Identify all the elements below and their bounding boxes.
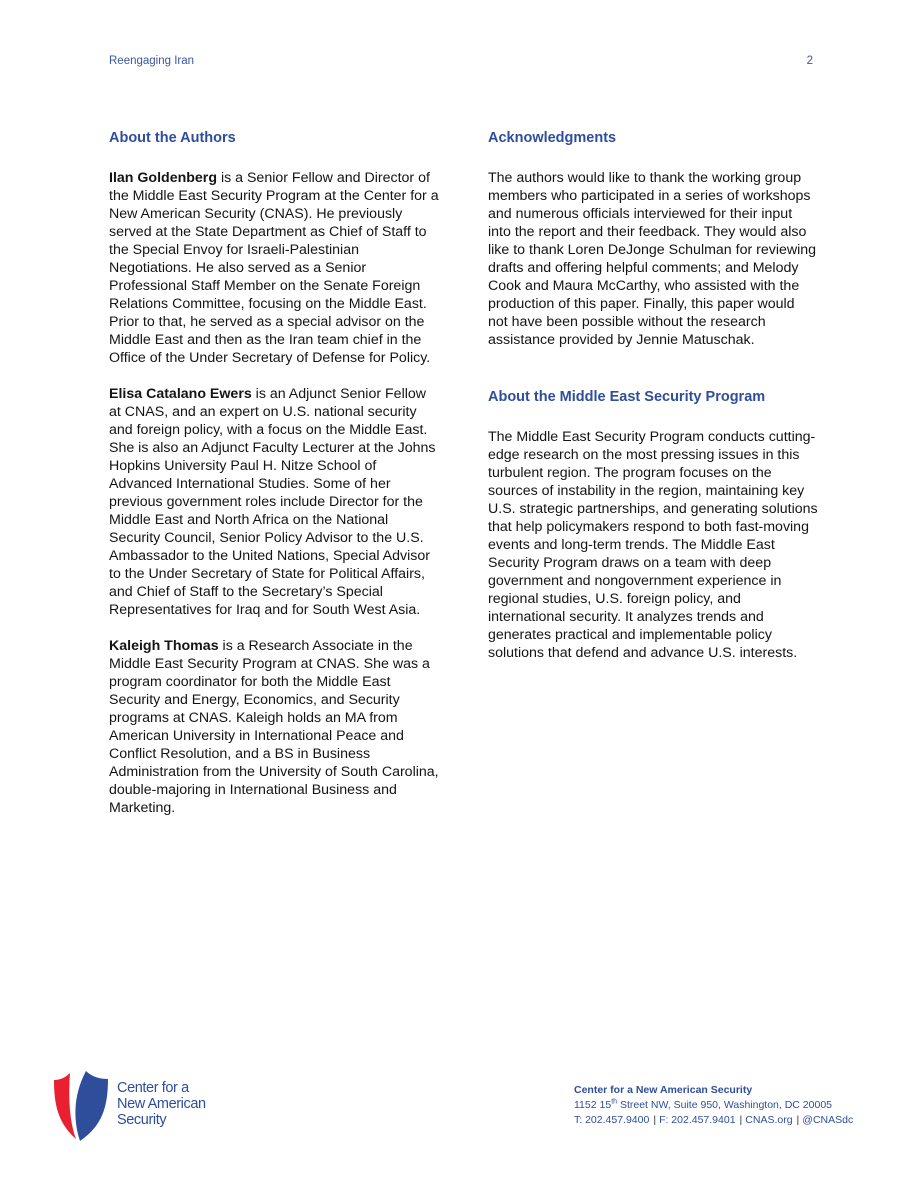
footer-contact [574,1083,853,1128]
address-part: Street NW, Suite 950, Washington, DC 20005 [617,1099,833,1111]
running-header [109,55,813,67]
footer-address [574,1098,853,1113]
author-bio [109,385,439,619]
separator: | [796,1114,800,1126]
footer-fax: F: 202.457.9401 [659,1114,736,1126]
cnas-logo [54,1071,204,1141]
page-number: 2 [806,55,813,67]
address-part: 1152 15 [574,1099,612,1111]
right-column [488,128,818,662]
footer-contact-line [574,1113,853,1128]
footer-org-name: Center for a New American Security [574,1084,753,1096]
footer-twitter-link[interactable]: @CNASdc [802,1114,854,1126]
shield-icon [54,1071,110,1141]
program-heading: About the Middle East Security Program [488,389,766,405]
about-authors-heading: About the Authors [109,130,236,146]
about-authors-section [109,128,439,817]
author-bio [109,637,439,817]
logo-line: Center for a [117,1080,189,1096]
footer-website-link[interactable]: CNAS.org [745,1114,793,1126]
report-title: Reengaging Iran [109,55,195,67]
acknowledgments-heading: Acknowledgments [488,130,617,146]
logo-line: Security [117,1112,167,1128]
address-sup: th [611,1098,618,1106]
author-bio-text: is an Adjunct Senior Fellow at CNAS, and an expert on U.S. national security and foreign policy, with a focus on the Middle East. She is also an Adjunct Faculty Lecturer at the Johns Hopkins University Paul H. Nitze School of Advanced International Studies. Some of her previous government roles include Director for the Middle East and North Africa on the National Security Council, Senior Policy Advisor to the U.S. Ambassador to the United Nations, Special Advisor to the Under Secretary of State for Political Affairs, and Chief of Staff to the Secretary’s Special Representatives for Iraq and for South West Asia. [109,386,436,618]
author-name: Ilan Goldenberg [109,170,217,186]
separator: | [653,1114,657,1126]
author-bio-text: is a Research Associate in the Middle East Security Program at CNAS. She was a program coordinator for both the Middle East Security and Energy, Economics, and Security programs at CNAS. Kaleigh holds an MA from American University in International Peace and Conflict Resolution, and a BS in Business Administration from the University of South Carolina, double-majoring in International Business and Marketing. [109,638,439,816]
author-name: Kaleigh Thomas [109,638,219,654]
logo-wordmark [117,1080,206,1128]
shield-right-half [75,1071,108,1141]
separator: | [739,1114,743,1126]
author-name: Elisa Catalano Ewers [109,386,252,402]
acknowledgments-text: The authors would like to thank the working group members who participated in a series of workshops and numerous officials interviewed for their input into the report and their feedback. They would also like to thank Loren DeJonge Schulman for reviewing drafts and offering helpful comments; and Melody Cook and Maura McCarthy, who assisted with the production of this paper. Finally, this paper would not have been possible without the research assistance provided by Jennie Matuschak. [488,170,817,348]
program-text: The Middle East Security Program conducts cutting-edge research on the most pressing issues in this turbulent region. The program focuses on the sources of instability in the region, maintaining key U.S. strategic partnerships, and generating solutions that help policymakers respond to both fast-moving events and long-term trends. The Middle East Security Program draws on a team with deep government and nongovernment experience in regional studies, U.S. foreign policy, and international security. It analyzes trends and generates practical and implementable policy solutions that defend and advance U.S. interests. [488,429,818,661]
author-bio [109,169,439,367]
logo-line: New American [117,1096,206,1112]
author-bio-text: is a Senior Fellow and Director of the Middle East Security Program at the Center for a New American Security (CNAS). He previously served at the State Department as Chief of Staff to the Special Envoy for Israeli-Palestinian Negotiations. He also served as a Senior Professional Staff Member on the Senate Foreign Relations Committee, focusing on the Middle East. Prior to that, he served as a special advisor on the Middle East and then as the Iran team chief in the Office of the Under Secretary of Defense for Policy. [109,170,439,366]
footer-phone: T: 202.457.9400 [574,1114,650,1126]
shield-left-half [54,1073,76,1139]
